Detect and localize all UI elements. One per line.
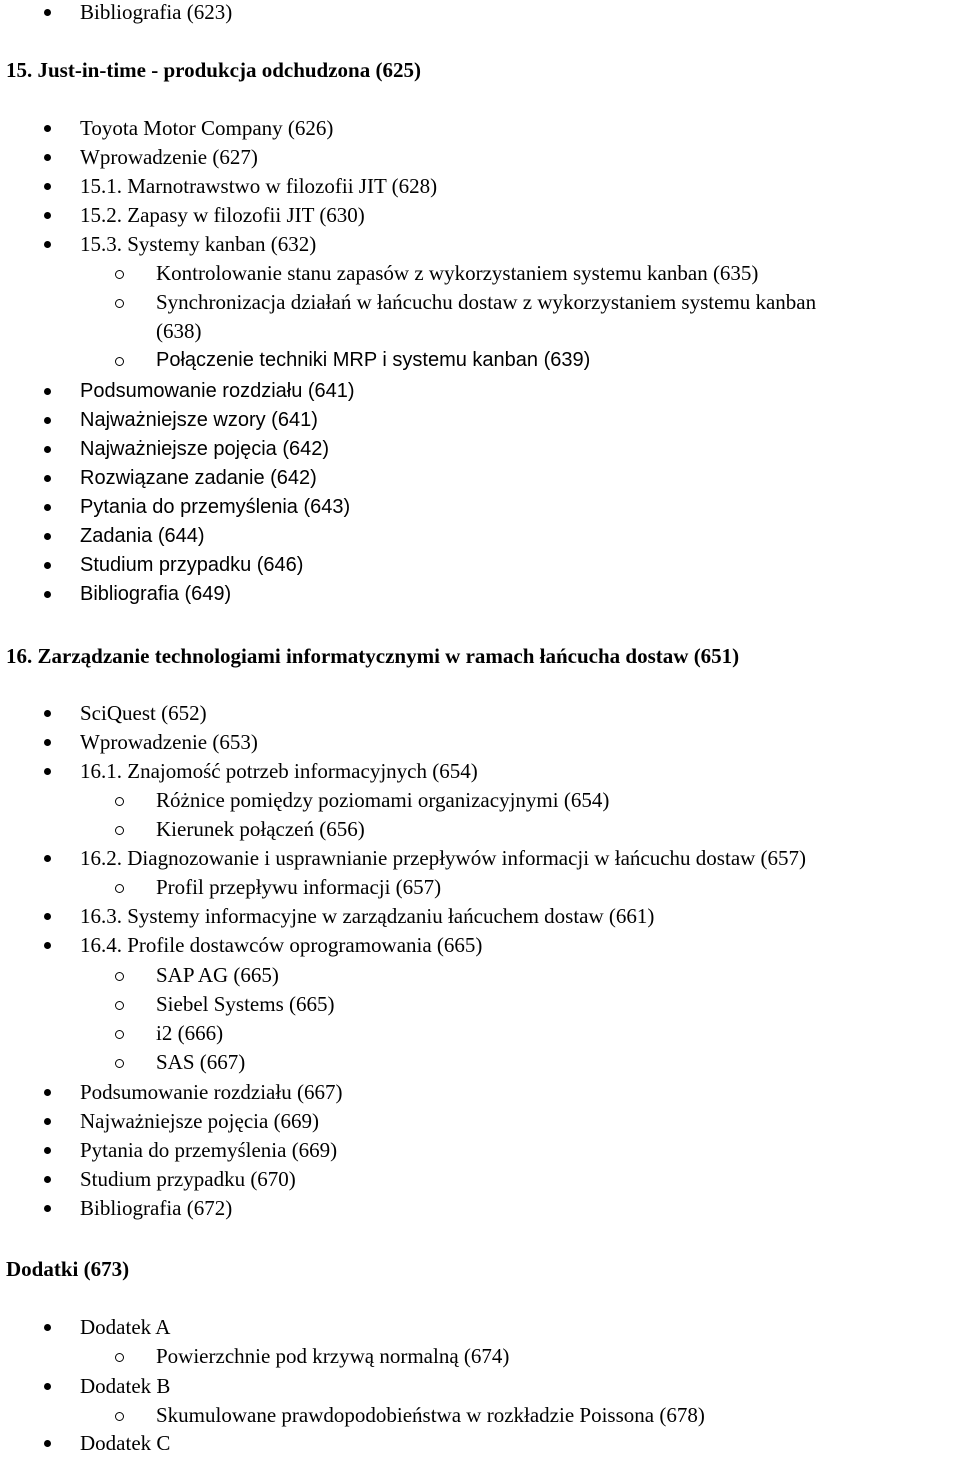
bullet-icon xyxy=(44,1147,51,1154)
bullet-icon xyxy=(44,913,51,920)
toc-subitem: Powierzchnie pod krzywą normalną (674) xyxy=(0,1342,960,1371)
bullet-icon xyxy=(44,446,51,453)
bullet-icon xyxy=(44,942,51,949)
bullet-icon xyxy=(44,212,51,219)
toc-subitem: i2 (666) xyxy=(0,1019,960,1048)
toc-item: 16.3. Systemy informacyjne w zarządzaniu łańcuchem dostaw (661) xyxy=(0,902,960,931)
toc-item: Dodatek C xyxy=(0,1429,960,1458)
bullet-icon xyxy=(44,154,51,161)
toc-item: 16.4. Profile dostawców oprogramowania (665) xyxy=(0,931,960,960)
bullet-icon xyxy=(44,739,51,746)
toc-item: 15.1. Marnotrawstwo w filozofii JIT (628) xyxy=(0,172,960,201)
toc-subitem-continuation: (638) xyxy=(156,319,202,343)
toc-item: Wprowadzenie (627) xyxy=(0,143,960,172)
bullet-icon xyxy=(44,183,51,190)
bullet-icon xyxy=(44,125,51,132)
bullet-icon xyxy=(44,533,51,540)
circle-bullet-icon xyxy=(115,884,124,893)
bullet-icon xyxy=(44,241,51,248)
toc-item: Podsumowanie rozdziału (667) xyxy=(0,1078,960,1107)
chapter-heading: Dodatki (673) xyxy=(6,1257,130,1281)
toc-subitem: Synchronizacja działań w łańcuchu dostaw z wykorzystaniem systemu kanban xyxy=(0,288,960,317)
bullet-icon xyxy=(44,1176,51,1183)
toc-item: Najważniejsze wzory (641) xyxy=(0,406,960,435)
circle-bullet-icon xyxy=(115,1001,124,1010)
circle-bullet-icon xyxy=(115,299,124,308)
bullet-icon xyxy=(44,1440,51,1447)
toc-item: 16.2. Diagnozowanie i usprawnianie przepływów informacji w łańcuchu dostaw (657) xyxy=(0,844,960,873)
bullet-icon xyxy=(44,1383,51,1390)
toc-item: 16.1. Znajomość potrzeb informacyjnych (654) xyxy=(0,757,960,786)
toc-subitem: Połączenie techniki MRP i systemu kanban (639) xyxy=(0,346,960,375)
bullet-icon xyxy=(44,388,51,395)
toc-item: Studium przypadku (670) xyxy=(0,1165,960,1194)
toc-item: Pytania do przemyślenia (669) xyxy=(0,1136,960,1165)
circle-bullet-icon xyxy=(115,357,124,366)
toc-item: Studium przypadku (646) xyxy=(0,551,960,580)
circle-bullet-icon xyxy=(115,826,124,835)
toc-subitem: Kontrolowanie stanu zapasów z wykorzystaniem systemu kanban (635) xyxy=(0,259,960,288)
toc-item: SciQuest (652) xyxy=(0,699,960,728)
bullet-icon xyxy=(44,591,51,598)
circle-bullet-icon xyxy=(115,1030,124,1039)
bullet-icon xyxy=(44,855,51,862)
toc-item: Bibliografia (623) xyxy=(0,0,960,27)
toc-item: Zadania (644) xyxy=(0,522,960,551)
toc-item: Dodatek A xyxy=(0,1313,960,1342)
toc-item: 15.3. Systemy kanban (632) xyxy=(0,230,960,259)
circle-bullet-icon xyxy=(115,270,124,279)
bullet-icon xyxy=(44,768,51,775)
chapter-heading: 16. Zarządzanie technologiami informatycznymi w ramach łańcucha dostaw (651) xyxy=(6,644,740,668)
toc-subitem: SAP AG (665) xyxy=(0,961,960,990)
bullet-icon xyxy=(44,475,51,482)
toc-item: Podsumowanie rozdziału (641) xyxy=(0,377,960,406)
toc-subitem: SAS (667) xyxy=(0,1048,960,1077)
toc-subitem: Siebel Systems (665) xyxy=(0,990,960,1019)
circle-bullet-icon xyxy=(115,972,124,981)
toc-item: Pytania do przemyślenia (643) xyxy=(0,493,960,522)
toc-item: Wprowadzenie (653) xyxy=(0,728,960,757)
toc-item: Najważniejsze pojęcia (669) xyxy=(0,1107,960,1136)
toc-item: Bibliografia (672) xyxy=(0,1194,960,1223)
toc-subitem: Profil przepływu informacji (657) xyxy=(0,873,960,902)
bullet-icon xyxy=(44,1118,51,1125)
circle-bullet-icon xyxy=(115,1412,124,1421)
toc-item: Rozwiązane zadanie (642) xyxy=(0,464,960,493)
toc-subitem: Kierunek połączeń (656) xyxy=(0,815,960,844)
bullet-icon xyxy=(44,417,51,424)
chapter-heading: 15. Just-in-time - produkcja odchudzona (625) xyxy=(6,58,421,82)
bullet-icon xyxy=(44,710,51,717)
toc-item: Dodatek B xyxy=(0,1372,960,1401)
bullet-icon xyxy=(44,504,51,511)
toc-item: Bibliografia (649) xyxy=(0,580,960,609)
bullet-icon xyxy=(44,9,51,16)
toc-item: 15.2. Zapasy w filozofii JIT (630) xyxy=(0,201,960,230)
bullet-icon xyxy=(44,1089,51,1096)
bullet-icon xyxy=(44,1205,51,1212)
circle-bullet-icon xyxy=(115,797,124,806)
toc-subitem: Różnice pomiędzy poziomami organizacyjnymi (654) xyxy=(0,786,960,815)
circle-bullet-icon xyxy=(115,1353,124,1362)
bullet-icon xyxy=(44,1324,51,1331)
circle-bullet-icon xyxy=(115,1059,124,1068)
toc-item: Najważniejsze pojęcia (642) xyxy=(0,435,960,464)
toc-item: Toyota Motor Company (626) xyxy=(0,114,960,143)
toc-subitem: Skumulowane prawdopodobieństwa w rozkładzie Poissona (678) xyxy=(0,1401,960,1430)
bullet-icon xyxy=(44,562,51,569)
